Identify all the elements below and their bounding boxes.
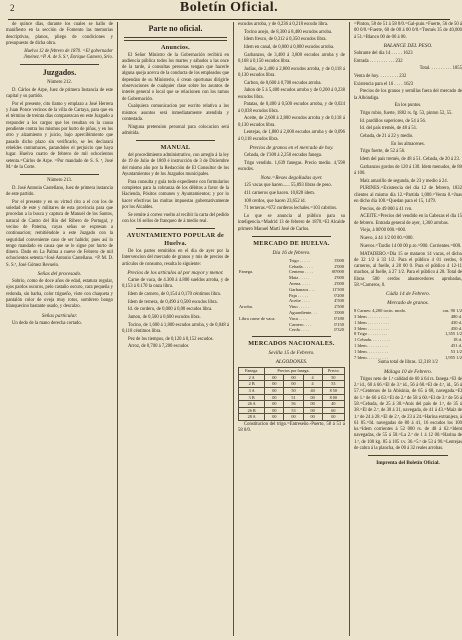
separator [252,336,331,337]
separator [252,236,331,237]
grid-cell: 00 [303,394,322,401]
price-line: Idem del país tremés, de 48 á 51. Cebada, de 20 á 23. [360,157,460,163]
price-value: 0'200 [334,292,344,298]
heading-precios: Precios de los artículos al por mayor y menor. [127,270,224,277]
heading-reses: Nota.=Reses degolladas ayer. [260,175,323,182]
masthead-rule [8,19,450,20]
paragraph: Un dedo de la mano derecha cortado. [12,320,82,326]
ticker-label: 8 Trigo . . . . . . . . . [354,331,388,337]
ticker-label: 3 Idem . . . . . . . . . . [354,314,390,320]
column-2 [122,22,229,636]
notice-number: Número 212. [47,80,72,86]
ticker-label: 1 Cebada. . . . . . . . . [354,337,390,343]
price-line: Nuevos.=Tardio 14 00 00 p.ro.=900. Corrientes.=000. [360,243,462,249]
ticker-value: 450 d. [450,325,462,331]
price-item: Avena. . . . . [288,281,311,287]
market-date: Sevilla 15 de Febrero. [268,350,315,357]
ticker-label: 1 Idem. . . . . . . . . . [354,348,388,354]
price-item: Vaca . . . . [288,315,307,321]
heading-ayuntamiento: AYUNTAMIENTO POPULAR de Huelva. [126,232,225,248]
price-line: Carne de vaca, de 4.300 á 4.800 sueldos arroba, y de 0,153 á 0.170 la onza libra. [122,278,229,290]
price-line: Garbanzos, de 3,400 á 3,800 escudos arroba y de 0,168 á 0,150 escudos libra. [238,52,345,65]
price-item: Trigo . . . . . [288,257,311,263]
total-line: Suma total de libras. 12,318 1/2 [378,360,438,366]
ticker-value: cas. 90 1/2 [442,308,462,314]
grid-cell: 00 [303,414,322,421]
paragraph: ACEITE.=Precios del vendido en la Cabezas el día 15 de febrero. Entrada general de ayer, 1,360 arrobas. [354,214,462,226]
paragraph: Por el presente, cito llamo y emplazo a José Herrera y Juan Ponce vecinos de la villa de Cartaya, para que en el término de treinta dias comparezcan en este Juzgado a responder a los cargos que les resultan en la causa pendiente contra los mismos por hurto de piñas, y en los otro y alzamiento y juicio, bajo apercibimiento que pasado dicho plazo sin verificarlo, se les declarará rebeldes contumaces, parandoles el perjuicio que haya lugar. Huelva cuatro de febrero de mil ochocientos setenta.=Cárlos de Arpe. =Por mandado de S. S. ª, José M.ª de la Corte. [6,101,113,170]
price-value: 0'180 [334,315,344,321]
price-group: Fanega. [239,269,254,275]
paragraph: Ninguna pretension personal para colocacion será admitida. [122,124,229,136]
masthead-title: Boletín Oficial. [179,0,279,15]
ticker-label: 7 Idem. . . . . . . . . . [354,354,388,360]
paragraph: de quince días, durante los cuales se hallo de manifiesto en la sección de Fomento las memorias descriptivas, planos, pliego de condiciones y presupuesto de dicha obra. [6,22,113,46]
price-value: 2'000 [334,275,344,281]
price-value: 2'500 [334,304,344,310]
separator [20,174,99,175]
ticker-value: 1,955 1/2 [444,354,462,360]
paragraph: Cualquiera comunicacion por escrito relativa a los mismos asuntos será inmediatamente atendida y contestada. [122,104,229,122]
paragraph: El Señor Ministro de la Gobernación recibirá en audiencia pública todos los martes y sábados a las once de la tarde, á consultas personas tengan que hacerle alguna queja acerca de la conducta de los empleados que dependan de su Ministerio, ó crean oportunas dirigirle observaciones de cualquier clase sobre los asuntos de interés general o local que se relacionen con los ramos de Gobernación. [122,52,229,102]
grid-cell: 53 [322,381,344,388]
price-line: Cebada, de 21 á 22 y medio. [360,134,414,140]
grid-cell: 8 00 [322,394,344,401]
paragraph: D. José Antonio Castellano, Juez de primera instancia de este partido. [6,185,113,198]
ticker-list [354,308,462,360]
grid-cell: 00 [265,394,284,401]
grid-cell: 56 [284,401,303,408]
columns [6,22,462,636]
price-line: Patatas, de 0,400 á 0,500 escudos arroba, y de 0,024 á 0,038 escudos libra. [238,102,345,114]
heading-balance: BALANCE DEL PESO. [383,42,433,49]
column-4 [354,22,462,636]
price-item: Cerdo . . . . [288,327,309,333]
market-price-row [238,327,345,333]
column-rule [233,22,234,636]
ticker-label: 1 Idem. . . . . . . . . . [354,343,388,349]
heading-cadiz: Cádiz 14 de Febrero. [386,291,430,298]
double-rule [124,37,227,41]
price-line: Arroz, de 0,700 á 7,200 escudos [128,344,189,350]
price-item: Aguardiente. . . [288,310,317,316]
price-line: Jamon, de 0,500 á 0,600 escudos libra. [128,315,201,321]
grid-cell: 26 B [239,407,265,414]
grid-cell: 28 A [239,414,265,421]
ticker-value: 451 d. [450,343,462,349]
grid-cell: 4 [303,374,322,381]
price-value: 2'000 [334,263,344,269]
balance-line: Total. . . . . . . . . . 1855 [419,66,462,72]
price-line: Id. del país tremés, de 48 á 51. [360,126,418,132]
grid-cell: 00 [265,374,284,381]
column-rule [349,22,350,636]
grid-header: Precios por fanega. [265,368,322,375]
column-1 [6,22,113,636]
price-value: 3'000 [334,310,344,316]
paragraph: Para consulta y guía todo expediente con formularios completos para la cobranza de los débitos a favor de la Hacienda, Pósitos comunes y Ayuntamientos; y por lo hacer efectivas las multas impuestas gubernativamente por los Alcaldes. [122,179,229,210]
paragraph: Por el presente y en su virtud cito a el con los de soledad de este y militares de esta provincia para que procedan a la busca y captura de Manuel de los Santos, natural de Castro del Río del Ribero de Portugal, y vecino de Paterna, cuyas señas se expresan a continuacion; remitiéndole a este Juzgado con la seguridad conveniente caso de ser habido; pues así lo tengo mandado en causa que se le sigue por hurto de dinero. Dado en La Palma a nueve de Febrero de mil ochocientos setenta.=José Antonio Castellano. =P. M. D. S. S.ª, José Gómez Revuelo. [6,199,113,268]
price-line: Trigo vendido. 1,639 fanegas. Precio medio. 4,'598 escudos. [238,160,345,172]
price-line: Tocino anejo, de 8,300 á 8,400 escudos arroba. [244,29,333,35]
price-item: Cebada. . . . . [288,263,313,269]
section-heading-juzgados: Juzgados. [42,68,77,78]
price-value: 0'150 [334,321,344,327]
section-heading-anuncios: Anuncios. [160,43,190,51]
separator [136,140,215,141]
ticker-label: 8 Carnes: 4,200 tocin. modo. [354,308,407,314]
grid-cell: 4 [303,381,322,388]
grid-cell: 3 A [239,388,265,395]
price-value: 2'000 [334,281,344,287]
price-value: 11'500 [332,286,344,292]
grid-cell: 00 [322,414,344,421]
price-group: Arroba. [239,304,253,310]
grid-row [239,394,345,401]
paragraph: 100 cerdos, que hacen 23,652 id. [244,198,306,204]
price-item: Carnero. . . . [288,321,312,327]
grid-row [239,401,345,408]
paragraph: del procedimiento administrativo, con arreglo á la ley de 19 de Julio de 1869 é instrucción de 3 de Diciembre del mismo año por la Redacción de El Consultor de los Ayuntamientos y de los Juzgados municipales. [122,153,229,178]
grid-cell: 8 50 [322,388,344,395]
grid-cell: 00 [265,388,284,395]
ticker-value: 430 d. [450,319,462,325]
balance-line: Sobrante del dia 14 . . . . . 1623 [354,50,413,56]
paragraph: 125 vacas que hacen...... 55,893 libras de peso. [244,183,332,189]
grid-cell: 00 [303,407,322,414]
price-line: Cebada, de 1'300 á 2,250 escudos fanega. [244,152,323,158]
grid-row [239,381,345,388]
price-value: 00'000 [331,269,344,275]
price-item: Paja . . . . . [288,292,308,298]
paragraph: Trigos neto de 1.ª calidad de 60 á 64 rs. fanega.=El de 2.ª id., 60 á 66.=El de 3.ª id., 56 á 60.=El de 4.ª, id., 56 á 57.=Centenos de la Abisinia, de 65 á 68, navegada.=El de 1.ª de 60 á 63.=El de 2.ª de 58 á 60.=El de 3.ª de 56 á 58.=Cebada, de 25 á 30.=Anis del país de 1.ª, de 35 á 38.=El de 2.ª, de 30 á 31, navegada, de 41 á 43.=Maíz de 1.ª de 24 á 28.=El de 2.ª, de 23 á 24.=Harina extranjera, á 61 85.=Id. navegadas de 80 á 41, 16 escudos los 100 ks.=Idem corrientes á 52 000 rs. de 48 á 62.=Idem navegadas, de 55 á 58.=La 2.ª de 1 á 12 00.=Harina de 1.ª, de 100 kg. 85 á 105 r.v. 36.=5.ª de 53 á 90.=Lentejas de cabra á la plancha, de 00 á 32 reales arrobas. [354,376,462,452]
grid-cell: 00 [284,374,303,381]
price-group: Libra carne de vaca. [239,315,276,321]
ticker-label: 3 Idem . . . . . . . . . . [354,325,390,331]
price-line: Idem en canal, de 0,000 á 0,000 escudos arroba. [244,45,335,51]
grid-row [239,374,345,381]
price-line: Idem de carnero, de 0,154 á 0,170 céntimos libra. [128,292,221,298]
balance-line: Venta de hoy. . . . . . . . . 232 [354,73,407,79]
grid-cell: 50 [284,388,303,395]
paragraph: MATADERO.=Día 15 se mataron 14 vacas, el dicho de 32 1/2 á 33 1/2. Para el público 4 01 cerdos, 6 carneros, al fuelle, á 28 00 0. Para el público 4 12-11 machos, al fuelle, á 27 1/2. Para el público á 28. Total de libras 500 cerdos abastecedores aprobadas, 58.=Carneros, 0. [354,251,462,288]
ticker-value: 18 d. [453,337,462,343]
grid-header: Precio [322,368,344,375]
price-line: Idem fresco, de 0,312 á 0,350 escudos libra. [244,37,327,43]
paragraph: 411 carneros que hacen. 10,828 ídem. [244,190,315,196]
printer-imprint: Imprenta del Boletín Oficial. [376,460,440,467]
price-line: Judías, de 2,400 á 2,800 escudos arroba, y de 0,118 á 0,130 escudos libra. [238,66,345,79]
price-line: Tocino, de 1,600 á 1,800 escudos arroba, y de 0,048 á 0,118 céntimos libra. [122,322,229,335]
price-item: Vino . . . . . [288,304,309,310]
grid-row [239,414,345,421]
subheading-senas: Señas del procesado. [37,271,82,278]
price-line: Idem de ternera, de 0,490 á 0,500 escudos libra. [128,299,218,305]
grid-cell: 3 B [239,394,265,401]
ticker-value: 53 1/2 [450,348,462,354]
grid-row [239,407,345,414]
grid-cell: 40 [303,388,322,395]
price-item: Centeno . . . . [288,269,313,275]
page-number: 2 [10,3,15,13]
grain-grid-table [238,367,345,421]
price-value: 0'320 [334,327,344,333]
grid-cell: 40 [322,401,344,408]
grid-cell: 00 [265,381,284,388]
balance-line: Entrada . . . . . . . . . . . 232 [354,58,403,64]
paragraph: Se remite á correo vuelto al recibir la carta del pedido con los 16 sellos de franqueo de á medio real. [122,212,229,224]
grid-cell: 50 [322,374,344,381]
price-line: Maíz amarillo de segunda, de 23 y medio á 24. [360,178,448,184]
grid-cell: 26 A [239,401,265,408]
ticker-value: 1,355 1/2 [444,331,462,337]
ticker-label: 1 Idem . . . . . . . . . . [354,319,390,325]
grid-cell: 00 [303,401,322,408]
price-item: Garbanzos . . . [288,286,315,292]
heading-algodones: ALGODONES. [275,359,308,366]
price-value: 4'500 [334,298,344,304]
price-item: Aceite . . . . [288,298,310,304]
grid-cell: 00 [265,407,284,414]
column-3 [238,22,345,636]
paragraph: Precios, de 49 000 á 41 rvn. [360,206,413,212]
subheading-senas-particular: Señas particular. [41,312,78,319]
grid-cell: 2 A [239,374,265,381]
price-line: escudos arroba, y de 0,236 á 0,218 escudo libra. [238,22,329,27]
price-value: 3'000 [334,257,344,263]
heading-manual: MANUAL [160,144,191,152]
heading-malaga: Málaga 10 de Febrero. [383,368,433,375]
paragraph: Precios de los granos y semillas fuera del mercado de la Alhóndiga. [354,89,462,101]
notice-number: Número 213. [47,178,72,184]
signature: Huelva 12 de febrero de 1870. =El gobernador Jiménez.=P. A. de S. S.ª, Enrique Gamero, Srio. [23,48,113,60]
ticker-value: 480 d. [450,314,462,320]
paragraph: Sobrio, como de doce años de edad, estatura regular, ojos pardos oscuros, pelo castaño oscuro, cara pequeña y redonda, sin barba, color trigueño, viste con chaqueta y pantalón color de oveja muy rotos, sombrero hongo blanquecino bastante usado, y descalzo. [6,279,113,310]
separator [136,228,215,229]
paragraph: Lo que se anuncia al público para su inteligencia.=Madrid 13 de febrero de 1870.=El Alcalde primero Manuel Martí José de Carlos. [238,213,345,232]
price-line: Carbon, de 0,600 á 0,700 escudos arroba. [244,80,322,86]
price-line: Trigo fuerte, de 52 á 56. [360,149,406,155]
grid-row [239,388,345,395]
paragraph: 71 terneras.=672 corderos lechales.=103 cabritos. [244,206,338,212]
price-group [238,327,288,333]
paragraph: D. Cárlos de Arpe, Juez de primera Instancia de este capital y su partido. [6,87,113,100]
price-line: Pez de los tiempos, de 0,120 á 0,152 escudos. [128,336,214,342]
price-line: Nuevo, á 44 1/2 00 00.=000. [360,236,414,242]
price-item: Maiz . . . . . [288,275,310,281]
separator [368,455,448,456]
price-line: Id. pardillos superiores, de 54 á 56. [360,118,427,124]
price-line: Viejo, á 00'00 000.=000. [360,228,407,234]
paragraph: De los partes remitidos en el dia de ayer por la Intervencion del mercado de granos y mis de precios de artículos de consumo, resulta lo siguiente: [122,249,229,267]
balance-line: Existencia para el 16 . . . . 1623 [354,81,414,87]
grid-cell: 2 B [239,381,265,388]
price-line: Aceite, de 2,600 á 2,800 escudos arroba y de 0,118 á 0,130 escudos libra. [238,116,345,128]
grid-header: Fanega. [239,368,265,375]
price-line: Lentejas, de 1,800 á 2,000 escudos arroba y de 0,096 á 0,118 escudos libra. [238,130,345,142]
market-price-table [238,258,345,333]
grid-cell: 53 [284,407,303,414]
subheading: En los almacenes. [391,141,425,147]
price-line: Jabon de 5 á 5,400 escudos arroba y de 0,200 á 0,238 escudos libra. [238,88,345,100]
price-line: Trigo rubio, fuerte, 1882 rs. fg. 53, pinton 52, 55. [360,111,453,116]
heading-mercado-granos: Mercado de granos. [387,300,429,307]
heading-mercado-huelva: MERCADO DE HUELVA. [253,239,330,247]
column-rule [117,22,118,636]
grid-cell: 00 [265,401,284,408]
grid-cell: 00 [284,414,303,421]
market-date: Día 16 de febrero. [272,249,311,256]
separator [20,64,99,65]
subheading: En los puntos. [394,103,422,109]
grid-cell: 51 [284,394,303,401]
paragraph: Constitucion del trigo.=Entreseño.-Puerto, 58 á 51 á 58 0/0. [238,421,345,434]
heading-precios-granos: Precios de granos en el mercado de hoy. [249,144,334,151]
price-line: Garbanzos gordos de 120 á 130. Idem menudos, de 80 á 100. [354,164,462,177]
grid-cell: 60 [322,407,344,414]
paragraph: =Pinton, 58 de 51 á 58 0/0.=Gal-puin.=Fuerte, 56 de 50 á 00 0/0.=Fuerte, 60 de 00 á 00 0/0.=Tremés 35 de 40,000 á 51.=Blanco 00 de 00 á 00. [354,22,462,40]
price-line: Id. de cordero, de 0,000 á 0,00 escudos libra. [128,307,213,313]
grid-cell: 00 [284,381,303,388]
grid-cell: 00 [265,414,284,421]
paragraph: PURINES.=Existencia del día 12 de febrero, 1832 clientes al mismo día 12.=Partida 1,000.=Venta 0.=Jnas en dicho día 100.=Quedan para el 15, 1479. [354,186,462,205]
heading-mercados-nacionales: MERCADOS NACIONALES. [248,340,335,348]
section-heading-parte-no-oficial: Parte no oficial. [148,24,203,33]
